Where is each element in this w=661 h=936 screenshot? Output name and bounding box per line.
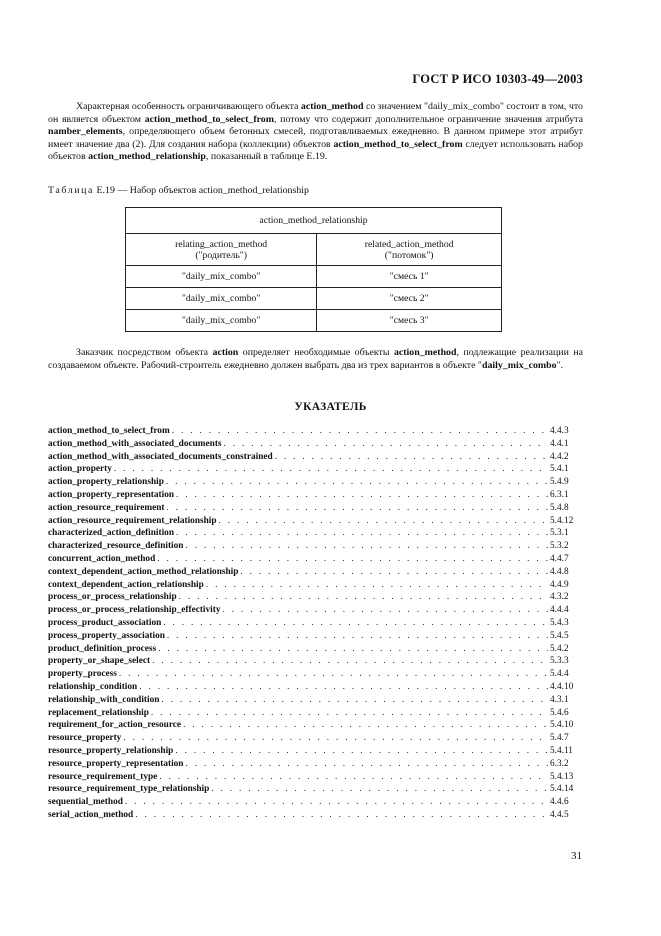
table-row — [126, 266, 502, 288]
index-section-ref: 4.4.6 — [550, 797, 569, 808]
index-section-ref: 5.4.10 — [550, 720, 574, 731]
paragraph-text: , определяющего объем бетонных смесей, подготавливаемых ежедневно. В данном примере этот атрибут имеет значение два (2). Для создания набора (коллекции) объектов — [48, 126, 583, 150]
index-section-ref: 6.3.2 — [550, 758, 569, 769]
index-entry — [48, 566, 584, 579]
index-term: process_property_association — [48, 630, 165, 641]
index-section-ref: 5.3.3 — [550, 656, 569, 667]
index-section-ref: 5.4.13 — [550, 771, 574, 782]
dot-leader — [172, 425, 548, 438]
dot-leader — [206, 579, 548, 592]
index-title: УКАЗАТЕЛЬ — [294, 401, 367, 413]
dot-leader — [275, 451, 548, 464]
index-entry — [48, 655, 584, 668]
index-term: action_property_relationship — [48, 477, 164, 488]
index-term: relationship_condition — [48, 681, 138, 692]
dot-leader — [176, 527, 548, 540]
index-term: process_or_process_relationship_effectivity — [48, 605, 221, 616]
index-term: sequential_method — [48, 797, 123, 808]
index-list — [48, 425, 584, 822]
dot-leader — [224, 438, 548, 451]
index-entry — [48, 668, 584, 681]
dot-leader — [139, 681, 548, 694]
index-section-ref: 4.4.1 — [550, 438, 569, 449]
index-entry — [48, 694, 584, 707]
index-section-ref: 5.4.8 — [550, 502, 569, 513]
index-entry — [48, 591, 584, 604]
index-term: requirement_for_action_resource — [48, 720, 182, 731]
paragraph-text: следует использовать набор объектов — [48, 138, 583, 163]
index-entry — [48, 540, 584, 553]
table-cell: "смесь 3" — [317, 310, 502, 332]
index-term: action_method_with_associated_documents_constrained — [48, 451, 273, 462]
index-term: action_property_representation — [48, 489, 175, 500]
entity-name: action_method_to_select_from — [144, 113, 274, 125]
dot-leader — [167, 630, 548, 643]
index-term: characterized_action_definition — [48, 528, 174, 539]
table-cell: "daily_mix_combo" — [126, 310, 317, 332]
index-section-ref: 5.4.11 — [550, 745, 573, 756]
dot-leader — [135, 809, 548, 822]
index-section-ref: 4.4.3 — [550, 426, 569, 436]
index-section-ref: 5.4.4 — [550, 669, 569, 680]
index-entry — [48, 771, 584, 784]
index-entry — [48, 719, 584, 732]
index-term: context_dependent_action_method_relationship — [48, 566, 239, 577]
paragraph-text: , показанный в таблице Е.19. — [205, 151, 328, 163]
index-entry — [48, 783, 584, 796]
index-section-ref: 5.3.1 — [550, 528, 569, 539]
index-section-ref: 5.4.7 — [550, 733, 569, 744]
index-term: product_definition_process — [48, 643, 157, 654]
index-entry — [48, 796, 584, 809]
index-section-ref: 5.4.6 — [550, 707, 569, 718]
index-section-ref: 5.3.2 — [550, 541, 569, 552]
index-entry — [48, 630, 584, 643]
index-section-ref: 5.4.2 — [550, 643, 569, 654]
column-name: related_action_method — [364, 238, 454, 250]
index-section-ref: 5.4.3 — [550, 617, 569, 628]
dot-leader — [222, 604, 548, 617]
index-entry — [48, 489, 584, 502]
paragraph-text: , потому что содержит дополнительное ограничение значения атрибута — [273, 113, 583, 125]
column-name: relating_action_method — [175, 238, 268, 250]
index-entry — [48, 451, 584, 464]
index-section-ref: 4.4.7 — [550, 553, 569, 564]
index-term: action_resource_requirement_relationship — [48, 515, 217, 526]
index-entry — [48, 425, 584, 438]
page-number: 31 — [571, 850, 582, 862]
index-term: action_method_with_associated_documents — [48, 438, 222, 449]
index-term: action_method_to_select_from — [48, 426, 170, 436]
index-term: concurrent_action_method — [48, 553, 156, 564]
index-term: resource_property_representation — [48, 758, 184, 769]
dot-leader — [175, 745, 548, 758]
dot-leader — [183, 719, 548, 732]
table-cell: "смесь 1" — [317, 266, 502, 288]
paragraph-text: Заказчик посредством объекта — [76, 347, 213, 358]
table-row — [126, 310, 502, 332]
index-entry — [48, 604, 584, 617]
index-term: serial_action_method — [48, 809, 134, 820]
dot-leader — [161, 694, 548, 707]
index-entry — [48, 553, 584, 566]
dot-leader — [166, 476, 548, 489]
dot-leader — [219, 515, 548, 528]
paragraph-text: , подлежащие реализации на создаваемом объекте. Рабочий-строитель ежедневно должен выбрать два из трех вариантов в объекте " — [48, 347, 583, 371]
entity-name: action_method — [393, 347, 457, 358]
paragraph-customer — [48, 347, 583, 372]
index-section-ref: 4.3.1 — [550, 694, 569, 705]
dot-leader — [125, 796, 548, 809]
index-entry — [48, 515, 584, 528]
dot-leader — [176, 489, 548, 502]
index-term: replacement_relationship — [48, 707, 149, 718]
index-entry — [48, 502, 584, 515]
index-entry — [48, 617, 584, 630]
dot-leader — [157, 553, 548, 566]
index-term: process_product_association — [48, 617, 162, 628]
dot-leader — [151, 707, 548, 720]
dot-leader — [240, 566, 548, 579]
paragraph-text: определяет необходимые объекты — [238, 347, 394, 358]
dot-leader — [123, 732, 548, 745]
index-entry — [48, 809, 584, 822]
dot-leader — [185, 540, 548, 553]
dot-leader — [159, 771, 548, 784]
paragraph-intro — [48, 101, 583, 164]
table-row — [126, 288, 502, 310]
document-header: ГОСТ Р ИСО 10303-49—2003 — [412, 72, 583, 86]
index-term: characterized_resource_definition — [48, 541, 184, 552]
dot-leader — [152, 655, 548, 668]
entity-name: action_method_relationship — [88, 151, 206, 163]
paragraph-text: ". — [556, 359, 564, 371]
index-term: action_property — [48, 464, 112, 475]
index-section-ref: 5.4.12 — [550, 515, 574, 526]
index-entry — [48, 579, 584, 592]
paragraph-text: Характерная особенность ограничивающего объекта — [76, 101, 301, 112]
dot-leader — [179, 591, 548, 604]
index-section-ref: 5.4.1 — [550, 464, 569, 475]
entity-name: daily_mix_combo — [481, 359, 557, 371]
dot-leader — [163, 617, 548, 630]
index-entry — [48, 707, 584, 720]
paragraph-text: со значением "daily_mix_combo" состоит в том, что он является объектом — [48, 101, 583, 125]
index-section-ref: 4.3.2 — [550, 592, 569, 603]
index-section-ref: 4.4.10 — [550, 681, 574, 692]
index-term: property_or_shape_select — [48, 656, 151, 667]
table-caption-prefix: Таблица — [48, 185, 95, 196]
index-entry — [48, 527, 584, 540]
index-section-ref: 4.4.2 — [550, 451, 569, 462]
index-entry — [48, 681, 584, 694]
table-caption-text: Е.19 — Набор объектов action_method_relationship — [94, 185, 309, 196]
entity-name: action — [212, 347, 239, 358]
index-term: resource_requirement_type_relationship — [48, 784, 210, 795]
column-role: ("потомок") — [384, 249, 434, 261]
index-entry — [48, 438, 584, 451]
index-term: property_process — [48, 669, 117, 680]
index-section-ref: 4.4.9 — [550, 579, 569, 590]
index-entry — [48, 745, 584, 758]
table-cell: "daily_mix_combo" — [126, 266, 317, 288]
index-entry — [48, 476, 584, 489]
dot-leader — [114, 463, 548, 476]
index-entry — [48, 463, 584, 476]
index-term: resource_requirement_type — [48, 771, 158, 782]
index-section-ref: 6.3.1 — [550, 489, 569, 500]
entity-name: action_method — [300, 101, 364, 112]
index-term: resource_property_relationship — [48, 745, 174, 756]
index-entry — [48, 643, 584, 656]
index-term: context_dependent_action_relationship — [48, 579, 204, 590]
index-section-ref: 4.4.4 — [550, 605, 569, 616]
table-cell: "смесь 2" — [317, 288, 502, 310]
table-header-cell — [317, 234, 502, 266]
index-section-ref: 5.4.14 — [550, 784, 574, 795]
index-section-ref: 5.4.9 — [550, 477, 569, 488]
table-header-cell — [126, 234, 317, 266]
index-term: relationship_with_condition — [48, 694, 160, 705]
index-entry — [48, 758, 584, 771]
index-term: process_or_process_relationship — [48, 592, 177, 603]
index-section-ref: 4.4.5 — [550, 809, 569, 820]
index-section-ref: 5.4.5 — [550, 630, 569, 641]
table-caption — [48, 185, 309, 196]
dot-leader — [119, 668, 548, 681]
index-term: action_resource_requirement — [48, 502, 165, 513]
dot-leader — [167, 502, 548, 515]
table-cell: "daily_mix_combo" — [126, 288, 317, 310]
index-entry — [48, 732, 584, 745]
dot-leader — [158, 643, 548, 656]
dot-leader — [211, 783, 548, 796]
index-section-ref: 4.4.8 — [550, 566, 569, 577]
entity-name: namber_elements — [48, 126, 123, 138]
table-title-cell: action_method_relationship — [126, 208, 502, 234]
index-term: resource_property — [48, 733, 122, 744]
column-role: ("родитель") — [195, 249, 247, 261]
entity-name: action_method_to_select_from — [333, 138, 463, 150]
dot-leader — [185, 758, 548, 771]
action-method-relationship-table — [125, 207, 502, 332]
